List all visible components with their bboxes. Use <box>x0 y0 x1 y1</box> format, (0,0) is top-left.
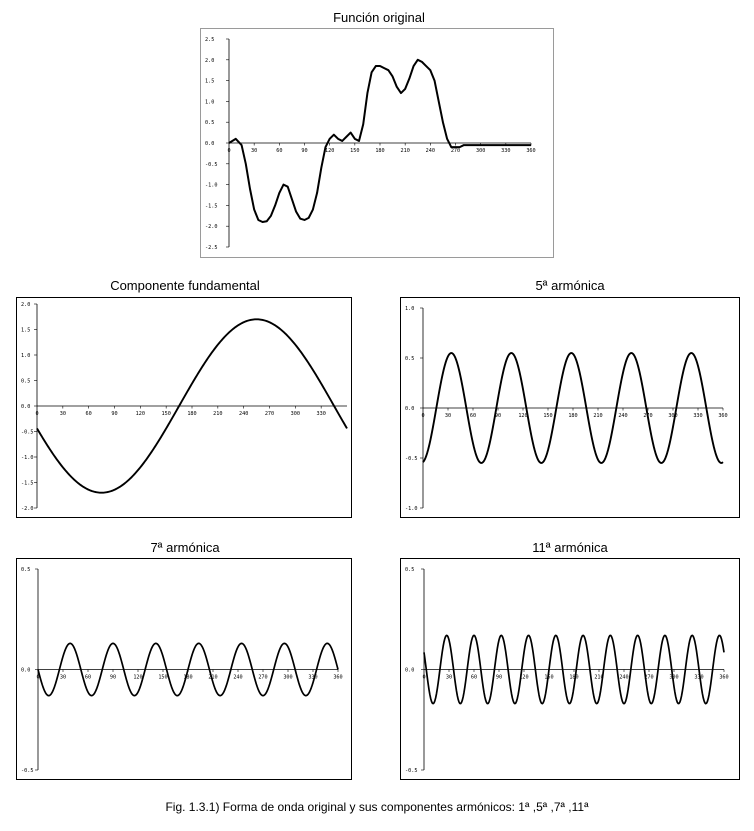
y-tick-label: 1.5 <box>21 327 31 334</box>
y-tick-label: -2.0 <box>205 224 218 231</box>
x-tick-label: 90 <box>109 674 117 681</box>
chart-fundamental <box>16 297 352 518</box>
x-tick-label: 180 <box>569 674 579 681</box>
y-tick-label: -1.5 <box>21 480 34 487</box>
y-tick-label: 2.5 <box>205 37 215 43</box>
x-tick-label: 150 <box>161 411 171 417</box>
x-origin-label: 0 <box>35 411 39 417</box>
x-tick-label: 210 <box>593 413 603 419</box>
x-tick-label: 30 <box>251 148 258 154</box>
y-tick-label: -1.0 <box>21 455 34 461</box>
y-tick-label: 0.0 <box>21 404 31 410</box>
x-tick-label: 90 <box>495 674 503 681</box>
x-tick-label: 240 <box>618 413 628 419</box>
y-tick-label: 1.0 <box>205 99 215 106</box>
x-tick-label: 60 <box>470 674 478 681</box>
x-tick-label: 120 <box>519 674 529 681</box>
x-tick-label: 240 <box>238 411 249 417</box>
chart-11th-harmonic <box>400 558 740 780</box>
x-tick-label: 270 <box>643 413 653 419</box>
x-tick-label: 270 <box>644 674 654 681</box>
y-tick-label: -1.0 <box>405 506 418 512</box>
y-tick-label: -0.5 <box>405 456 418 462</box>
x-tick-label: 90 <box>301 148 308 154</box>
x-tick-label: 330 <box>694 674 704 681</box>
x-tick-label: 120 <box>518 413 528 419</box>
chart-original-waveform <box>200 28 554 258</box>
figure-caption: Fig. 1.3.1) Forma de onda original y sus componentes armónicos: 1ª ,5ª ,7ª ,11ª <box>165 800 589 814</box>
y-tick-label: -1.5 <box>205 203 218 210</box>
x-tick-label: 60 <box>84 674 92 681</box>
y-tick-label: -0.5 <box>205 161 218 168</box>
chart-title-5th: 5ª armónica <box>535 278 605 293</box>
y-tick-label: 0.0 <box>205 141 215 147</box>
x-tick-label: 150 <box>544 674 554 681</box>
x-tick-label: 180 <box>568 413 578 419</box>
x-tick-label: 210 <box>400 148 410 154</box>
y-tick-label: 0.5 <box>21 567 31 573</box>
x-tick-label: 150 <box>350 148 360 154</box>
x-tick-label: 240 <box>619 674 629 681</box>
x-tick-label: 60 <box>469 413 477 419</box>
chart-svg <box>17 298 353 519</box>
chart-5th-harmonic <box>400 297 740 518</box>
x-tick-label: 360 <box>718 413 728 419</box>
chart-title-7th: 7ª armónica <box>150 540 220 555</box>
x-tick-label: 330 <box>308 674 318 681</box>
x-tick-label: 60 <box>85 411 92 417</box>
x-tick-label: 330 <box>693 413 703 419</box>
x-tick-label: 210 <box>213 411 223 417</box>
chart-title-11th: 11ª armónica <box>532 540 608 555</box>
x-tick-label: 60 <box>276 148 283 154</box>
x-tick-label: 150 <box>543 413 553 419</box>
y-tick-label: 0.5 <box>21 378 31 385</box>
chart-svg <box>401 559 741 781</box>
series-line <box>229 60 531 222</box>
x-tick-label: 300 <box>669 674 679 681</box>
y-tick-label: 2.0 <box>205 57 215 64</box>
x-tick-label: 300 <box>668 413 678 419</box>
x-tick-label: 240 <box>233 674 243 681</box>
x-tick-label: 240 <box>425 148 436 154</box>
x-tick-label: 300 <box>475 148 486 154</box>
y-tick-label: 0.0 <box>405 406 415 412</box>
y-tick-label: 1.5 <box>205 78 215 85</box>
x-tick-label: 90 <box>494 413 502 419</box>
y-tick-label: -0.5 <box>21 429 34 436</box>
chart-svg <box>401 298 741 519</box>
chart-title-original: Función original <box>333 10 425 25</box>
chart-svg <box>17 559 353 781</box>
x-tick-label: 300 <box>290 411 301 417</box>
x-tick-label: 330 <box>316 411 326 417</box>
x-tick-label: 180 <box>183 674 193 681</box>
y-tick-label: 0.0 <box>21 667 31 674</box>
y-tick-label: -1.0 <box>205 182 218 189</box>
chart-7th-harmonic <box>16 558 352 780</box>
y-tick-label: 1.0 <box>21 353 31 359</box>
x-tick-label: 120 <box>133 674 143 681</box>
x-origin-label: 0 <box>227 148 231 154</box>
x-tick-label: 360 <box>333 674 343 681</box>
x-tick-label: 120 <box>135 411 146 417</box>
x-tick-label: 30 <box>445 674 453 681</box>
x-tick-label: 150 <box>158 674 168 681</box>
x-origin-label: 0 <box>422 674 426 681</box>
y-tick-label: -0.5 <box>21 768 34 774</box>
x-tick-label: 30 <box>59 411 66 417</box>
x-tick-label: 210 <box>594 674 604 681</box>
y-tick-label: -2.5 <box>205 245 218 251</box>
x-tick-label: 360 <box>526 148 536 154</box>
x-tick-label: 360 <box>719 674 729 681</box>
x-tick-label: 120 <box>324 148 335 154</box>
x-tick-label: 270 <box>258 674 268 681</box>
x-origin-label: 0 <box>36 674 40 681</box>
y-tick-label: -0.5 <box>405 768 418 774</box>
y-tick-label: 0.5 <box>205 120 215 127</box>
x-tick-label: 30 <box>59 674 67 681</box>
x-tick-label: 270 <box>450 148 461 154</box>
y-tick-label: 0.5 <box>405 356 415 362</box>
x-tick-label: 30 <box>444 413 452 419</box>
x-tick-label: 330 <box>501 148 511 154</box>
x-tick-label: 210 <box>208 674 218 681</box>
x-origin-label: 0 <box>421 413 425 419</box>
y-tick-label: -2.0 <box>21 506 34 512</box>
y-tick-label: 2.0 <box>21 302 31 308</box>
x-tick-label: 300 <box>283 674 293 681</box>
y-tick-label: 1.0 <box>405 306 415 312</box>
chart-svg <box>201 29 555 259</box>
x-tick-label: 90 <box>111 411 118 417</box>
y-tick-label: 0.0 <box>405 667 415 674</box>
chart-title-fundamental: Componente fundamental <box>110 278 260 293</box>
x-tick-label: 180 <box>375 148 385 154</box>
y-tick-label: 0.5 <box>405 567 415 573</box>
x-tick-label: 270 <box>264 411 275 417</box>
x-tick-label: 180 <box>187 411 197 417</box>
